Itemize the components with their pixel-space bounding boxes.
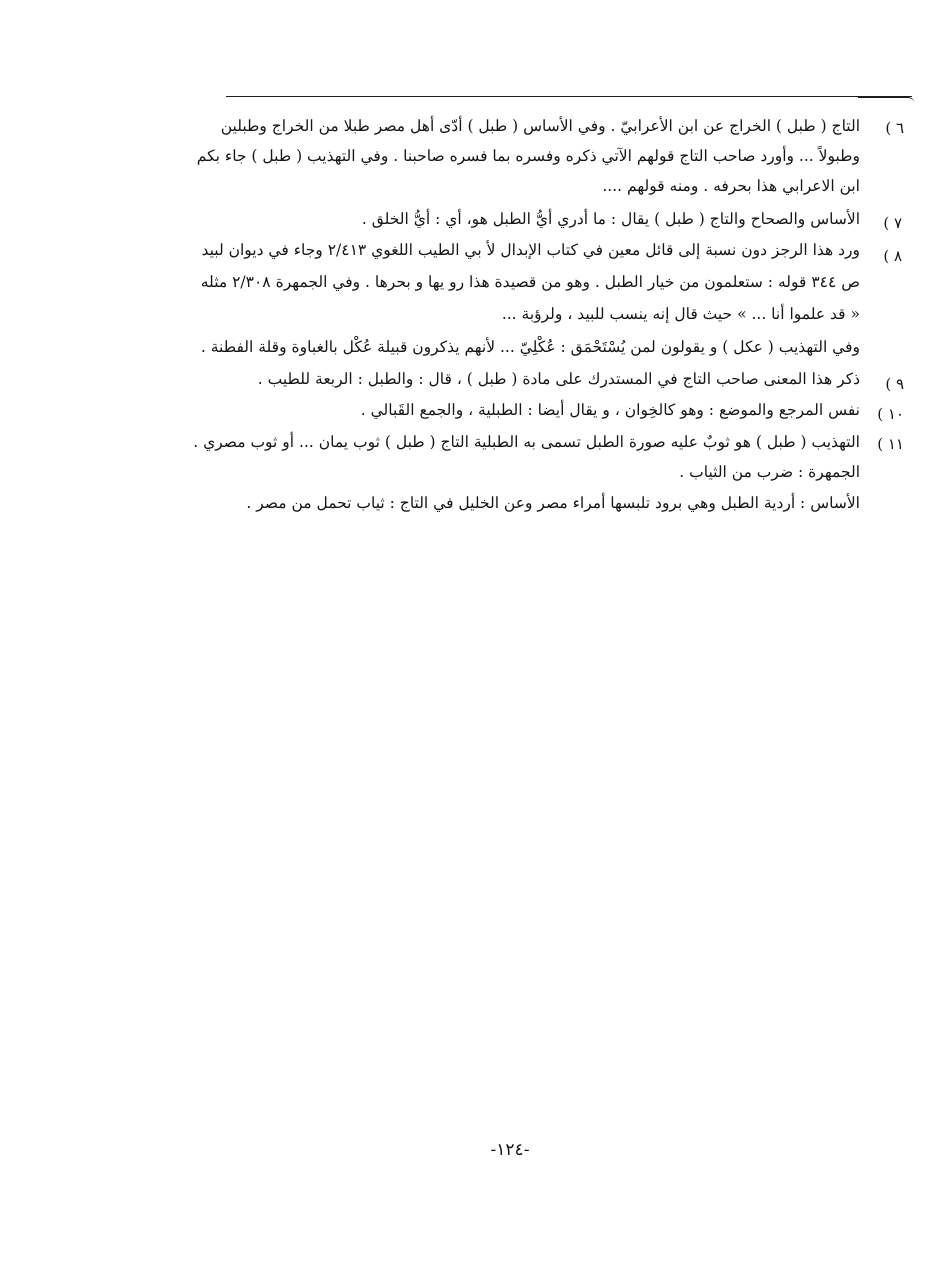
footnote-number: ١١ ) [877, 435, 904, 453]
footnote-line: التاج ( طبل ) الخراج عن ابن الأعرابيّ . وفي الأساس ( طبل ) أدّى أهل مصر طبلا من الخراج وطبلين [220, 117, 860, 135]
footnote-number: ٨ ) [883, 247, 902, 265]
footnote-line: ذكر هذا المعنى صاحب التاج في المستدرك على مادة ( طبل ) ، قال : والطبل : الربعة للطيب . [257, 370, 860, 388]
footnote-line: ابن الاعرابي هذا بحرفه . ومنه قولهم .... [602, 177, 860, 195]
footnote-line: ص ٣٤٤ قوله : ستعلمون من خيار الطبل . وهو من قصيدة هذا رو يها و بحرها . وفي الجمهرة ٢/٣٠٨ مثله [200, 273, 860, 291]
footnote-line: الأساس والصحاح والتاج ( طبل ) يقال : ما أدري أيُّ الطبل هو، أي : أيُّ الخلق . [361, 210, 860, 228]
footnote-line: التهذيب ( طبل ) هو ثوبٌ عليه صورة الطبل تسمى به الطبلية التاج ( طبل ) ثوب يمان ... أو ثوب مصري . [193, 433, 860, 451]
page-number: -١٢٤- [490, 1140, 530, 1160]
footnote-line: الجمهرة : ضرب من الثياب . [679, 463, 860, 481]
footnote-line: ورد هذا الرجز دون نسبة إلى قائل معين في كتاب الإبدال لأ بي الطيب اللغوي ٢/٤١٣ وجاء في ديوان لبيد [201, 241, 860, 259]
footnote-line: وطبولاً ... وأورد صاحب التاج قولهم الآتي ذكره وفسره بما فسره صاحبنا . وفي التهذيب ( طبل ) جاء بكم [196, 147, 860, 165]
footnote-number: ٩ ) [885, 375, 904, 393]
footnote-number: ٧ ) [883, 214, 902, 232]
footnote-line: « قد علموا أنا ... » حيث قال إنه ينسب للبيد ، ولرؤبة ... [501, 305, 860, 323]
footnote-line: وفي التهذيب ( عكل ) و يقولون لمن يُسْتَحْمَق : عُكْلِيّ ... لأنهم يذكرون قبيلة عُكْل بالغباوة وقلة الفطنة . [200, 338, 860, 356]
footnote-line: الأساس : أردية الطبل وهي برود تلبسها أمراء مصر وعن الخليل في التاج : ثياب تحمل من مصر . [246, 494, 860, 512]
footnote-line: نفس المرجع والموضع : وهو كالخِوان ، و يقال أيضا : الطبلية ، والجمع القَبالي . [360, 401, 860, 419]
footnote-number: ٦ ) [885, 119, 904, 137]
footnote-number: ١٠ ) [877, 405, 904, 423]
